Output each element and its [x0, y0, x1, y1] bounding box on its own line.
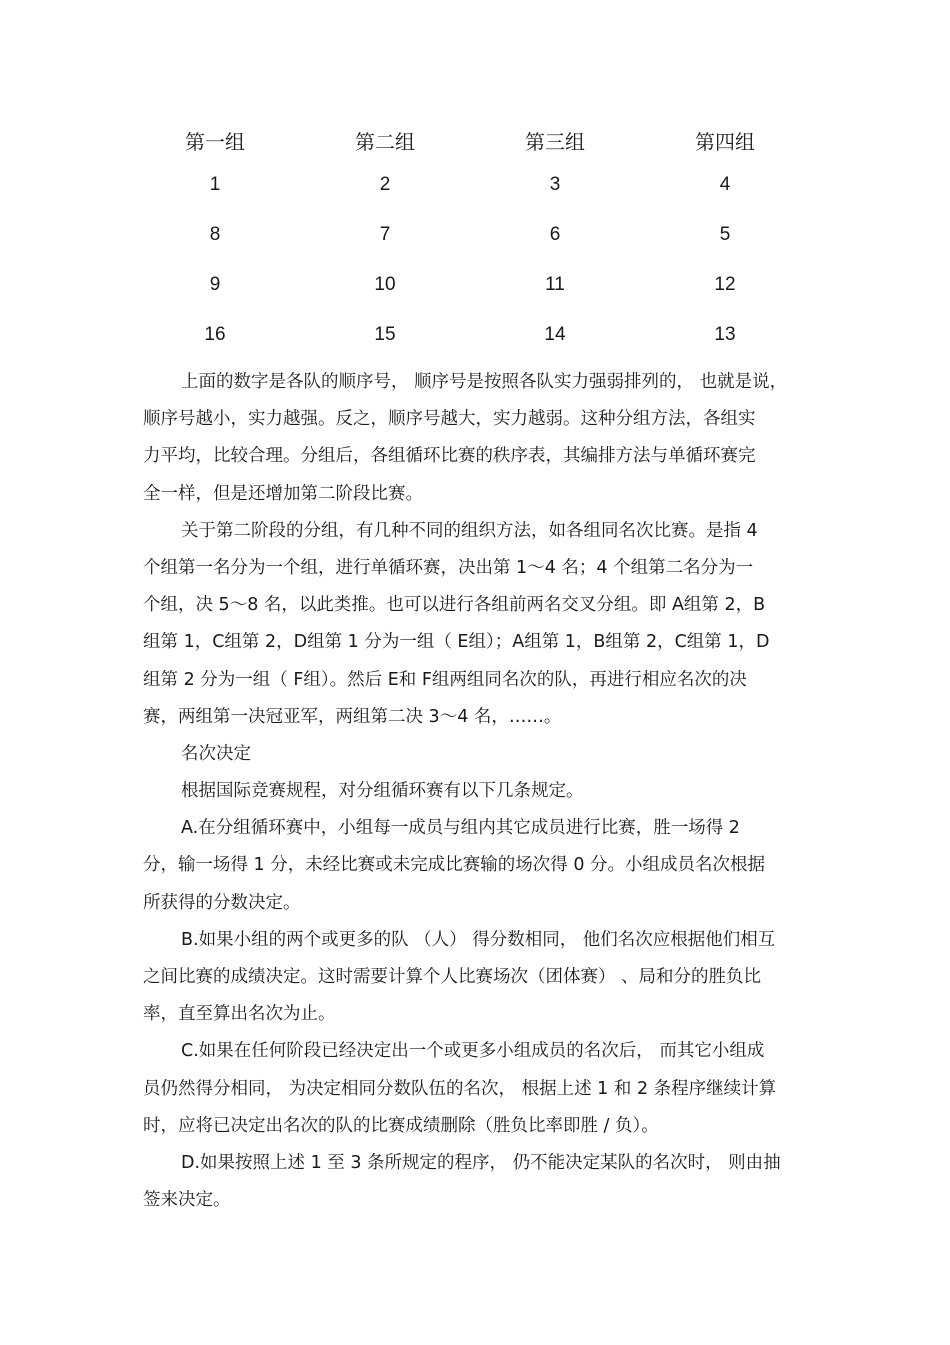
- table-header-cell: 第四组: [695, 129, 755, 154]
- text-line: 分，输一场得 1 分，未经比赛或未完成比赛输的场次得 0 分。小组成员名次根据: [143, 855, 766, 876]
- text-line: C.如果在任何阶段已经决定出一个或更多小组成员的名次后， 而其它小组成: [181, 1041, 765, 1062]
- table-header-cell: 第二组: [355, 129, 415, 154]
- table-cell: 14: [544, 324, 566, 345]
- body-text: [143, 364, 813, 1219]
- text-line: 签来决定。: [143, 1190, 231, 1211]
- text-line: A.在分组循环赛中，小组每一成员与组内其它成员进行比赛，胜一场得 2: [181, 818, 740, 839]
- text-line: 时，应将已决定出名次的队的比赛成绩删除（胜负比率即胜 / 负）。: [143, 1115, 659, 1136]
- table-cell: 9: [209, 274, 221, 295]
- table-cell: 2: [379, 174, 391, 195]
- text-line: 个组，决 5～8 名，以此类推。也可以进行各组前两名交叉分组。即 A组第 2，B: [143, 595, 766, 616]
- table-cell: 7: [379, 224, 391, 245]
- text-line: 根据国际竞赛规程，对分组循环赛有以下几条规定。: [181, 781, 584, 802]
- table-row: [130, 260, 810, 310]
- text-line: 组第 1，C组第 2，D组第 1 分为一组（ E组）；A组第 1，B组第 2，C组第 1，D: [143, 632, 770, 653]
- text-line: D.如果按照上述 1 至 3 条所规定的程序， 仍不能决定某队的名次时， 则由抽: [181, 1152, 781, 1173]
- table-cell: 6: [549, 224, 561, 245]
- text-line: 个组第一名分为一个组，进行单循环赛，决出第 1～4 名；4 个组第二名分为一: [143, 557, 754, 578]
- table-header-cell: 第三组: [525, 129, 585, 154]
- table-cell: 13: [714, 324, 736, 345]
- table-cell: 15: [374, 324, 396, 345]
- text-line: 率，直至算出名次为止。: [143, 1004, 336, 1025]
- table-cell: 1: [209, 174, 221, 195]
- table-cell: 3: [549, 174, 561, 195]
- text-line: 上面的数字是各队的顺序号， 顺序号是按照各队实力强弱排列的， 也就是说，: [181, 372, 788, 392]
- text-line: 之间比赛的成绩决定。这时需要计算个人比赛场次（团体赛） 、局和分的胜负比: [143, 967, 762, 987]
- table-header-row: [130, 120, 810, 160]
- text-line: 赛，两组第一决冠亚军，两组第二决 3～4 名，……。: [143, 706, 562, 727]
- groups-table: [130, 120, 810, 360]
- text-line: 全一样，但是还增加第二阶段比赛。: [143, 483, 423, 504]
- text-line: B.如果小组的两个或更多的队 （人） 得分数相同， 他们名次应根据他们相互: [181, 929, 776, 950]
- table-cell: 12: [714, 274, 736, 295]
- text-line: 关于第二阶段的分组，有几种不同的组织方法，如各组同名次比赛。是指 4: [181, 520, 758, 541]
- section-heading: 名次决定: [181, 743, 251, 764]
- table-cell: 10: [374, 274, 396, 295]
- table-cell: 8: [209, 224, 221, 245]
- table-cell: 4: [719, 174, 731, 195]
- table-cell: 16: [204, 324, 226, 345]
- text-line: 组第 2 分为一组（ F组）。然后 E和 F组两组同名次的队，再进行相应名次的决: [143, 669, 747, 690]
- table-row: [130, 310, 810, 360]
- table-cell: 11: [545, 274, 565, 295]
- table-row: [130, 210, 810, 260]
- table-cell: 5: [719, 224, 731, 245]
- text-line: 顺序号越小，实力越强。反之，顺序号越大，实力越弱。这种分组方法，各组实: [143, 409, 756, 430]
- text-line: 员仍然得分相同， 为决定相同分数队伍的名次， 根据上述 1 和 2 条程序继续计算: [143, 1078, 777, 1099]
- table-header-cell: 第一组: [185, 129, 245, 154]
- text-line: 力平均，比较合理。分组后，各组循环比赛的秩序表，其编排方法与单循环赛完: [143, 446, 756, 467]
- table-row: [130, 160, 810, 210]
- text-line: 所获得的分数决定。: [143, 892, 301, 913]
